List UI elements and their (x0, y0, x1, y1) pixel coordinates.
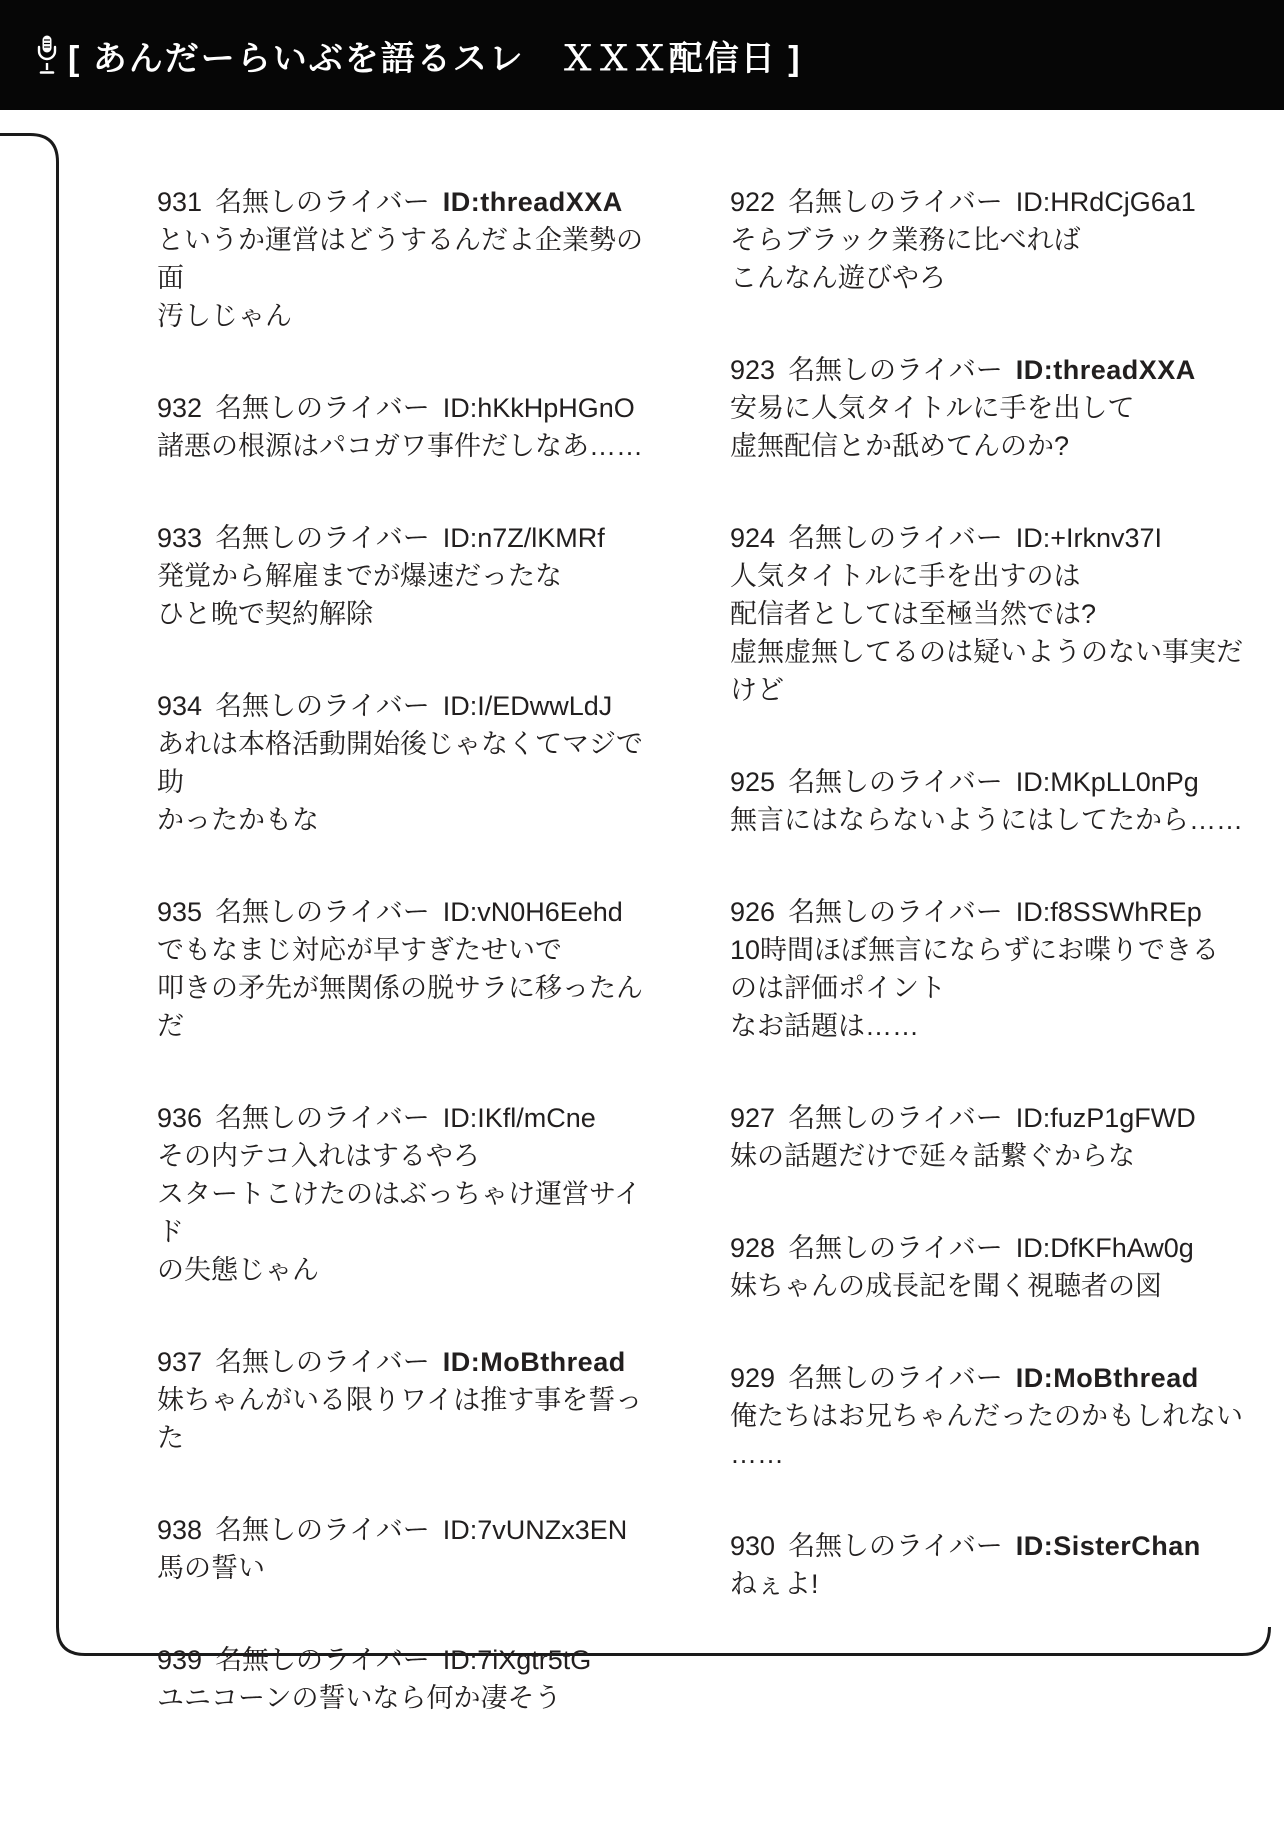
post-author: 名無しのライバー (788, 897, 1003, 927)
post-author: 名無しのライバー (215, 1515, 430, 1545)
post-id: ID:DfKFhAw0g (1015, 1233, 1194, 1263)
post-author: 名無しのライバー (788, 187, 1003, 217)
post-author: 名無しのライバー (788, 1233, 1003, 1263)
post-body: 諸悪の根源はパコガワ事件だしなあ…… (157, 431, 643, 461)
post-author: 名無しのライバー (215, 523, 430, 553)
post-id: ID:vN0H6Eehd (442, 897, 623, 927)
post-body: 妹の話題だけで延々話繋ぐからな (730, 1141, 1135, 1171)
post-header (157, 1641, 662, 1679)
post (157, 1343, 662, 1457)
post (157, 183, 662, 335)
post-header (157, 893, 662, 931)
post (730, 183, 1252, 297)
thread-title: [ あんだーらいぶを語るスレ ＸＸＸ配信日 ] (68, 39, 802, 78)
post (157, 1099, 662, 1289)
post-body: というか運営はどうするんだよ企業勢の面 汚しじゃん (157, 225, 643, 331)
post-body: 10時間ほぼ無言にならずにお喋りできる のは評価ポイント なお話題は…… (730, 935, 1220, 1041)
post-header (157, 1099, 662, 1137)
post-header (730, 1527, 1252, 1565)
post-number: 936 (157, 1103, 203, 1133)
post-id: ID:f8SSWhREp (1015, 897, 1202, 927)
post-number: 935 (157, 897, 203, 927)
post (730, 763, 1252, 839)
post-header (730, 183, 1252, 221)
post (730, 519, 1252, 709)
post-number: 933 (157, 523, 203, 553)
post (730, 1359, 1252, 1473)
post-number: 930 (730, 1531, 776, 1561)
post-number: 938 (157, 1515, 203, 1545)
post-body: 安易に人気タイトルに手を出して 虚無配信とか舐めてんのか? (730, 393, 1135, 461)
post-number: 922 (730, 187, 776, 217)
post-number: 939 (157, 1645, 203, 1675)
post (157, 1511, 662, 1587)
post-id: ID:7iXgtr5tG (442, 1645, 592, 1675)
post-id: ID:threadXXA (1015, 355, 1196, 385)
post-number: 934 (157, 691, 203, 721)
post-number: 937 (157, 1347, 203, 1377)
post (730, 1229, 1252, 1305)
post-body: 俺たちはお兄ちゃんだったのかもしれない …… (730, 1401, 1243, 1469)
post-author: 名無しのライバー (215, 393, 430, 423)
post-id: ID:HRdCjG6a1 (1015, 187, 1196, 217)
post-body: ユニコーンの誓いなら何か凄そう (157, 1683, 562, 1713)
post-author: 名無しのライバー (788, 1531, 1003, 1561)
post-header (157, 519, 662, 557)
post-header (730, 351, 1252, 389)
post (157, 893, 662, 1045)
post-author: 名無しのライバー (788, 355, 1003, 385)
post-id: ID:threadXXA (442, 187, 623, 217)
post-number: 924 (730, 523, 776, 553)
post-header (157, 183, 662, 221)
post-number: 928 (730, 1233, 776, 1263)
post-number: 923 (730, 355, 776, 385)
post-author: 名無しのライバー (788, 767, 1003, 797)
post-header (730, 1099, 1252, 1137)
post-id: ID:7vUNZx3EN (442, 1515, 628, 1545)
microphone-icon (36, 34, 58, 76)
thread-column-right (730, 183, 1252, 1657)
post-id: ID:+Irknv37I (1015, 523, 1163, 553)
post-body: 人気タイトルに手を出すのは 配信者としては至極当然では? 虚無虚無してるのは疑いようのない事実だ けど (730, 561, 1243, 705)
post-header (730, 1229, 1252, 1267)
post-id: ID:MoBthread (1015, 1363, 1199, 1393)
post (730, 1099, 1252, 1175)
post-body: ねぇよ! (730, 1569, 819, 1599)
post-author: 名無しのライバー (788, 1363, 1003, 1393)
post-header (157, 1343, 662, 1381)
post-number: 927 (730, 1103, 776, 1133)
post (157, 1641, 662, 1717)
post-header (730, 893, 1252, 931)
post-header (730, 1359, 1252, 1397)
post (730, 1527, 1252, 1603)
post-body: 無言にはならないようにはしてたから…… (730, 805, 1243, 835)
post-id: ID:MKpLL0nPg (1015, 767, 1199, 797)
post-author: 名無しのライバー (215, 1347, 430, 1377)
post-header (157, 687, 662, 725)
post-header (157, 1511, 662, 1549)
post (730, 893, 1252, 1045)
post-id: ID:hKkHpHGnO (442, 393, 635, 423)
post-body: 馬の誓い (157, 1553, 265, 1583)
post-header (730, 763, 1252, 801)
post (730, 351, 1252, 465)
post-number: 926 (730, 897, 776, 927)
post-author: 名無しのライバー (788, 523, 1003, 553)
post-author: 名無しのライバー (215, 1645, 430, 1675)
post-body: あれは本格活動開始後じゃなくてマジで助 かったかもな (157, 729, 643, 835)
thread-column-left (157, 183, 662, 1771)
post-author: 名無しのライバー (215, 187, 430, 217)
post-body: でもなまじ対応が早すぎたせいで 叩きの矛先が無関係の脱サラに移ったんだ (157, 935, 643, 1041)
post-body: その内テコ入れはするやろ スタートこけたのはぶっちゃけ運営サイド の失態じゃん (157, 1141, 642, 1285)
post-author: 名無しのライバー (215, 897, 430, 927)
post (157, 389, 662, 465)
post-id: ID:SisterChan (1015, 1531, 1201, 1561)
post-author: 名無しのライバー (215, 1103, 430, 1133)
post-author: 名無しのライバー (215, 691, 430, 721)
post-id: ID:fuzP1gFWD (1015, 1103, 1196, 1133)
post-id: ID:I/EDwwLdJ (442, 691, 613, 721)
post (157, 519, 662, 633)
post-number: 931 (157, 187, 203, 217)
post-number: 929 (730, 1363, 776, 1393)
post (157, 687, 662, 839)
post-body: 妹ちゃんの成長記を聞く視聴者の図 (730, 1271, 1162, 1301)
post-id: ID:IKfl/mCne (442, 1103, 596, 1133)
thread-header-bar (0, 0, 1284, 110)
post-header (157, 389, 662, 427)
post-header (730, 519, 1252, 557)
post-number: 925 (730, 767, 776, 797)
post-body: 妹ちゃんがいる限りワイは推す事を誓った (157, 1385, 643, 1453)
post-author: 名無しのライバー (788, 1103, 1003, 1133)
post-id: ID:MoBthread (442, 1347, 626, 1377)
post-number: 932 (157, 393, 203, 423)
post-id: ID:n7Z/lKMRf (442, 523, 605, 553)
post-body: そらブラック業務に比べれば こんなん遊びやろ (730, 225, 1081, 293)
post-body: 発覚から解雇までが爆速だったな ひと晩で契約解除 (157, 561, 562, 629)
